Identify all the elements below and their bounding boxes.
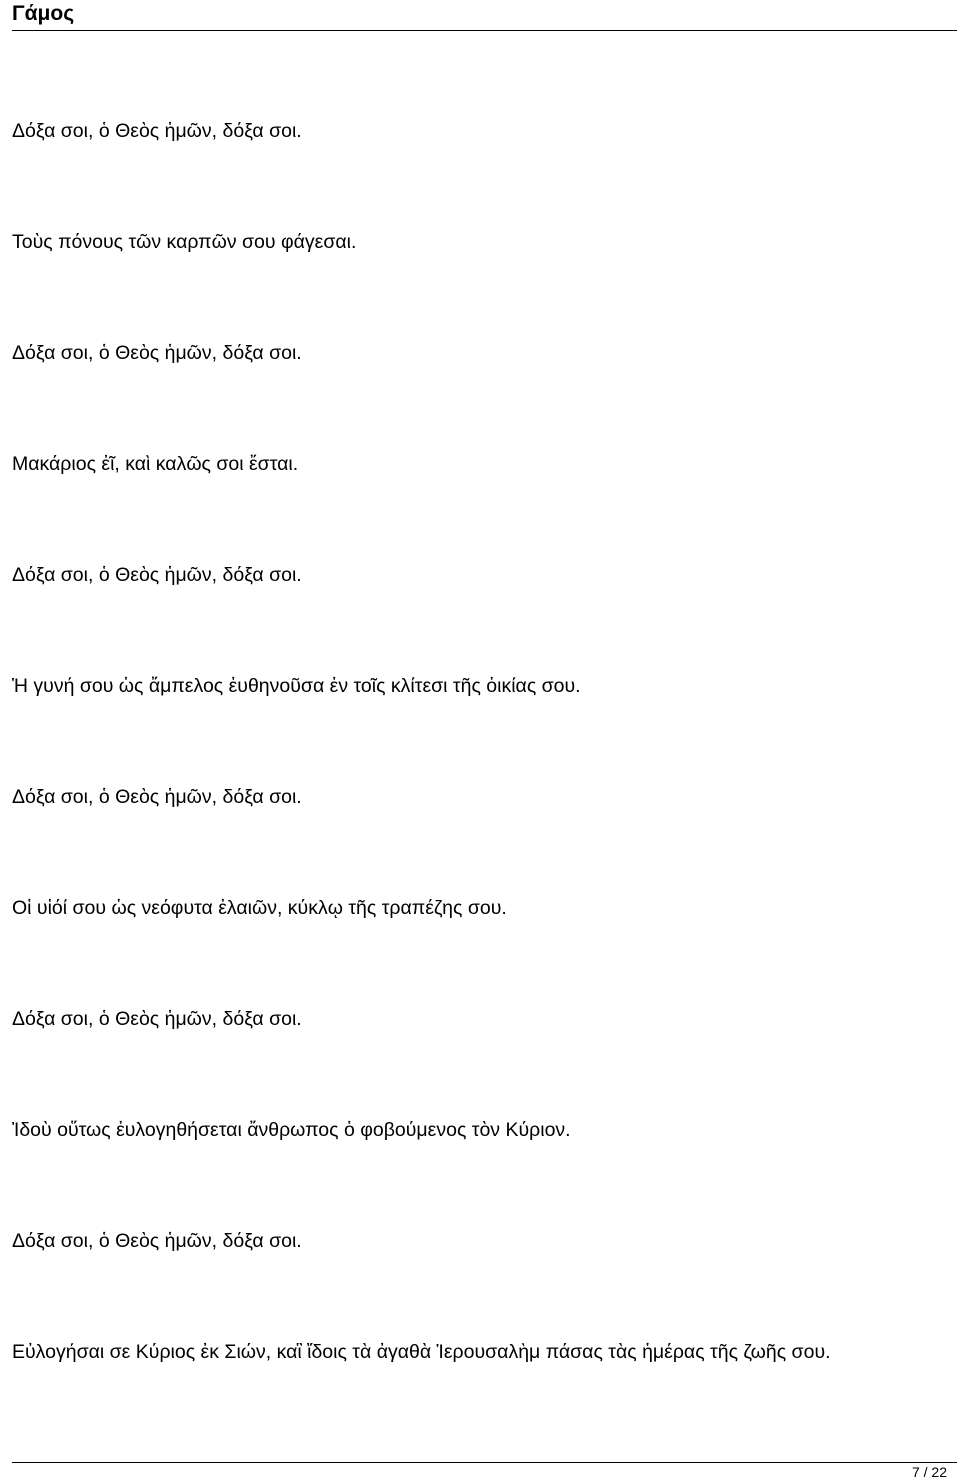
paragraph-8: Οἱ υἱόί σου ὡς νεόφυτα ἐλαιῶν, κύκλῳ τῆς τραπέζης σου. — [12, 897, 507, 919]
paragraph-1: Δόξα σοι, ὁ Θεὸς ἡμῶν, δόξα σοι. — [12, 120, 302, 142]
paragraph-10: Ἰδοὺ οὕτως ἐυλογηθήσεται ἄνθρωπος ὁ φοβούμενος τὸν Κύριον. — [12, 1119, 571, 1141]
paragraph-12: Εὐλογήσαι σε Κύριος ἐκ Σιών, καἳ ἴδοις τὰ ἀγαθὰ Ἱερουσαλὴμ πάσας τὰς ἡμέρας τῆς ζωῆς σου. — [12, 1341, 831, 1363]
paragraph-7: Δόξα σοι, ὁ Θεὸς ἡμῶν, δόξα σοι. — [12, 786, 302, 808]
paragraph-9: Δόξα σοι, ὁ Θεὸς ἡμῶν, δόξα σοι. — [12, 1008, 302, 1030]
paragraph-2: Τοὺς πόνους τῶν καρπῶν σου φάγεσαι. — [12, 231, 357, 253]
header-title: Γάμος — [12, 2, 75, 25]
paragraph-4: Μακάριος ἐῖ, καὶ καλῶς σοι ἔσται. — [12, 453, 299, 475]
page-header — [12, 0, 957, 31]
page-footer — [12, 1462, 957, 1480]
paragraph-11: Δόξα σοι, ὁ Θεὸς ἡμῶν, δόξα σοι. — [12, 1230, 302, 1252]
paragraph-5: Δόξα σοι, ὁ Θεὸς ἡμῶν, δόξα σοι. — [12, 564, 302, 586]
paragraph-3: Δόξα σοι, ὁ Θεὸς ἡμῶν, δόξα σοι. — [12, 342, 302, 364]
page-number: 7 / 22 — [911, 1464, 947, 1480]
paragraph-6: Ἡ γυνή σου ὡς ἄμπελος ἐυθηνοῦσα ἐν τοῖς κλίτεσι τῆς ὀικίας σου. — [12, 675, 581, 697]
